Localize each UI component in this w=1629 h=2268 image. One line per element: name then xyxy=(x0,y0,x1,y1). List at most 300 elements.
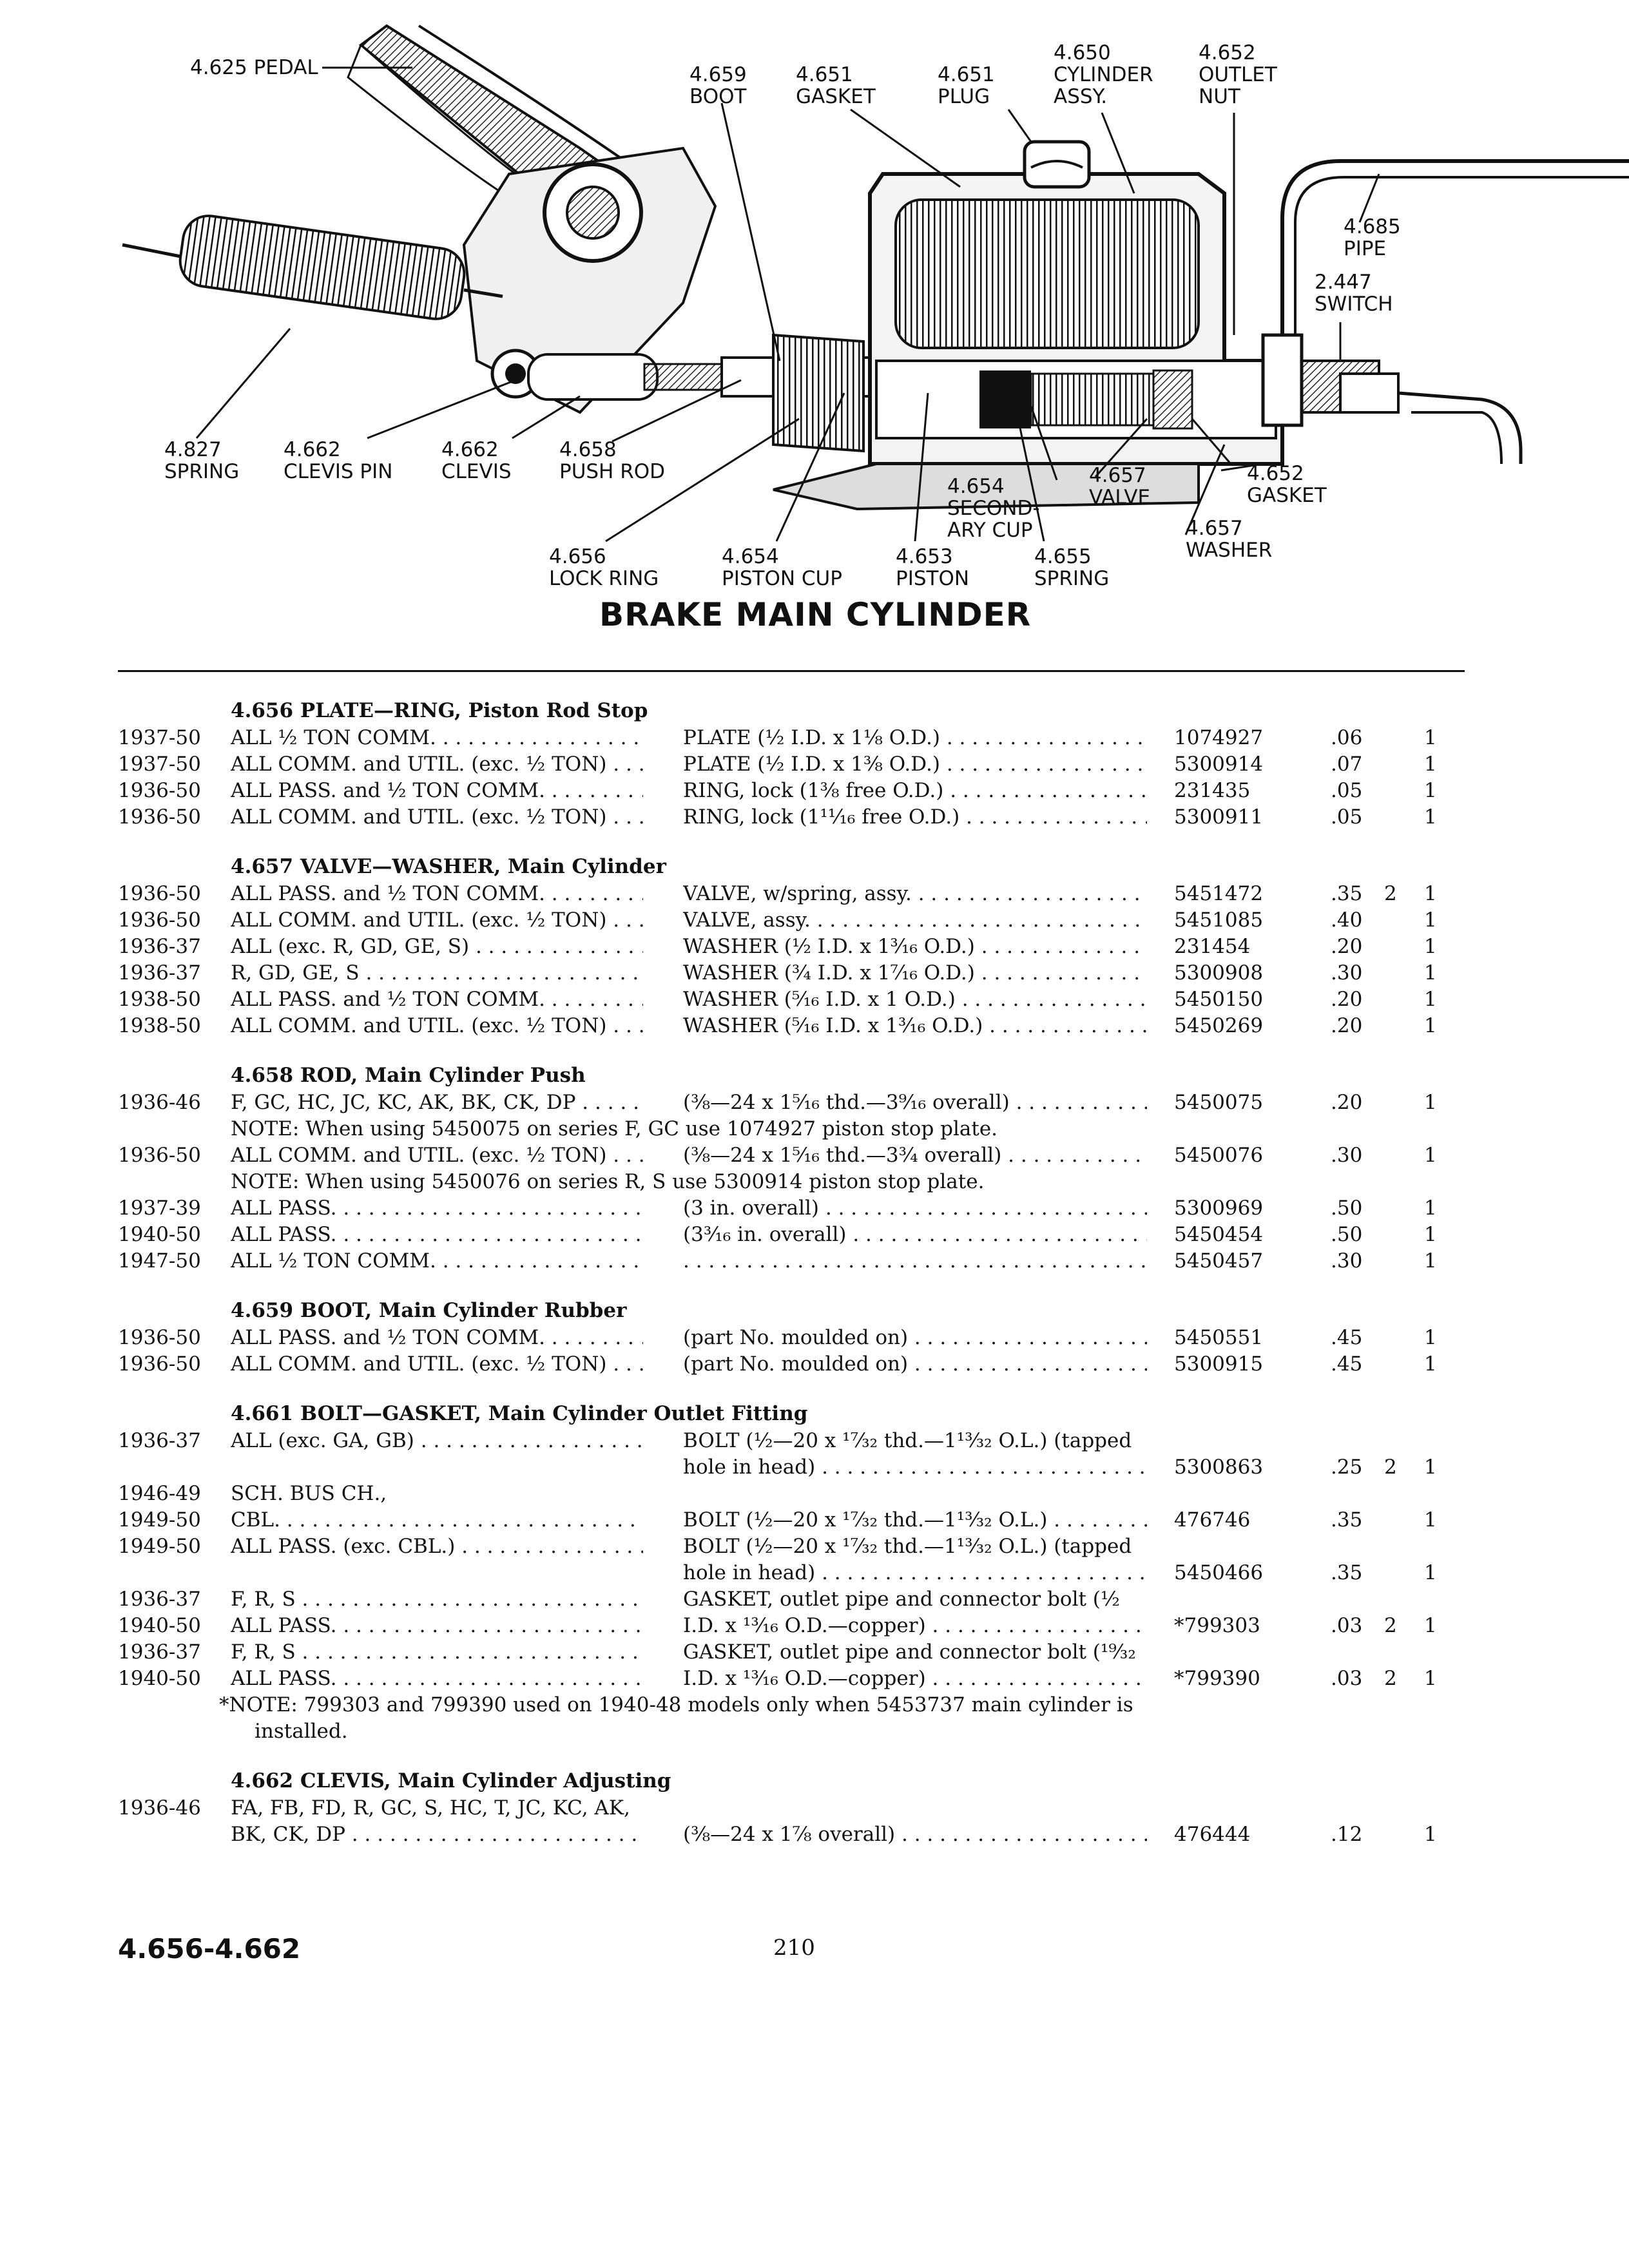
dot-leader xyxy=(296,1640,643,1664)
dot-leader xyxy=(895,1823,1147,1846)
dot-leader xyxy=(414,1429,643,1452)
description-cell xyxy=(683,1640,1147,1664)
description-cell-text: BOLT (½—20 x ¹⁷⁄₃₂ thd.—1¹³⁄₃₂ O.L.) (tapped xyxy=(683,1429,1132,1452)
callout-outlet-nut-line1: 4.652 xyxy=(1199,41,1256,64)
callout-cylinder-line2: CYLINDER xyxy=(1054,63,1153,86)
description-cell-text: GASKET, outlet pipe and connector bolt (½ xyxy=(683,1588,1120,1611)
quantity-cell: 1 xyxy=(1424,1091,1437,1114)
year-cell: 1937-50 xyxy=(118,753,201,776)
callout-push-rod-line2: PUSH ROD xyxy=(559,460,666,483)
quantity-cell: 1 xyxy=(1424,805,1437,829)
callout-valve xyxy=(1089,464,1150,509)
catalog-row xyxy=(0,1482,1629,1508)
year-cell: 1949-50 xyxy=(118,1508,201,1532)
dot-leader xyxy=(811,908,1147,932)
callout-cylinder-line3: ASSY. xyxy=(1054,85,1108,108)
part-number-cell: 5450551 xyxy=(1174,1326,1264,1349)
callout-piston xyxy=(896,545,969,590)
section-note xyxy=(0,1720,1629,1746)
dot-leader xyxy=(846,1223,1147,1246)
catalog-row xyxy=(0,908,1629,935)
model-cell-text: ALL COMM. and UTIL. (exc. ½ TON) xyxy=(231,1352,607,1376)
callout-plug-line2: PLUG xyxy=(938,85,990,108)
quantity-cell: 1 xyxy=(1424,1352,1437,1376)
part-number-cell: 231454 xyxy=(1174,935,1251,958)
description-cell xyxy=(683,935,1147,958)
year-cell: 1940-50 xyxy=(118,1667,201,1690)
callout-clevis xyxy=(441,438,512,483)
description-cell xyxy=(683,1249,1147,1273)
model-cell xyxy=(231,1014,643,1037)
description-cell xyxy=(683,1429,1147,1452)
callout-piston-cup xyxy=(722,545,842,590)
description-cell-text: RING, lock (1¹¹⁄₁₆ free O.D.) xyxy=(683,805,960,829)
callout-lock-ring-line1: 4.656 xyxy=(549,545,606,568)
return-spring xyxy=(122,213,503,322)
group-qty-cell: 2 xyxy=(1384,882,1397,905)
catalog-row xyxy=(0,1508,1629,1535)
dot-leader xyxy=(545,988,643,1011)
dot-leader xyxy=(337,1614,644,1637)
callout-piston-line1: 4.653 xyxy=(896,545,953,568)
price-cell: .30 xyxy=(1331,1249,1363,1273)
dot-leader xyxy=(815,1456,1147,1479)
price-cell: .35 xyxy=(1331,882,1363,905)
dot-leader xyxy=(545,779,643,802)
model-cell-text: F, GC, HC, JC, KC, AK, BK, CK, DP xyxy=(231,1091,576,1114)
callout-lock-ring-line2: LOCK RING xyxy=(549,567,659,590)
year-cell: 1947-50 xyxy=(118,1249,201,1273)
year-cell: 1936-46 xyxy=(118,1091,201,1114)
dot-leader xyxy=(815,1561,1147,1584)
callout-cylinder-assy xyxy=(1054,41,1153,108)
price-cell: .03 xyxy=(1331,1667,1363,1690)
catalog-row xyxy=(0,1014,1629,1041)
dot-leader xyxy=(606,805,643,829)
part-number-cell: *799303 xyxy=(1174,1614,1260,1637)
part-number-cell: 5450076 xyxy=(1174,1144,1264,1167)
catalog-row xyxy=(0,1667,1629,1693)
dot-leader xyxy=(908,1326,1147,1349)
year-cell: 1936-50 xyxy=(118,1144,201,1167)
callout-clevis-pin xyxy=(284,438,392,483)
model-cell xyxy=(231,1508,643,1532)
catalog-row xyxy=(0,1223,1629,1249)
callout-gasket2-line2: GASKET xyxy=(1247,484,1327,507)
callout-lock-ring xyxy=(549,545,659,590)
description-cell-text: BOLT (½—20 x ¹⁷⁄₃₂ thd.—1¹³⁄₃₂ O.L.) xyxy=(683,1508,1048,1532)
catalog-row xyxy=(0,1091,1629,1117)
description-cell-text: (⅜—24 x 1⁵⁄₁₆ thd.—3⁹⁄₁₆ overall) xyxy=(683,1091,1010,1114)
year-cell: 1936-37 xyxy=(118,1588,201,1611)
dot-leader xyxy=(912,882,1147,905)
model-cell-text: ALL ½ TON COMM. xyxy=(231,726,436,749)
description-cell xyxy=(683,1223,1147,1246)
model-cell xyxy=(231,1196,643,1220)
description-cell xyxy=(683,1091,1147,1114)
catalog-section xyxy=(0,1402,1629,1746)
part-number-cell: 5300915 xyxy=(1174,1352,1264,1376)
description-cell xyxy=(683,908,1147,932)
section-heading-row xyxy=(0,855,1629,882)
callout-outlet-nut xyxy=(1199,41,1278,108)
description-cell-text: BOLT (½—20 x ¹⁷⁄₃₂ thd.—1¹³⁄₃₂ O.L.) (tapped xyxy=(683,1535,1132,1558)
year-cell: 1936-50 xyxy=(118,882,201,905)
model-cell xyxy=(231,1223,643,1246)
dot-leader xyxy=(975,961,1147,985)
dot-leader xyxy=(606,1014,643,1037)
quantity-cell: 1 xyxy=(1424,1223,1437,1246)
brake-main-cylinder-diagram xyxy=(0,0,1629,657)
row-note-text: NOTE: When using 5450076 on series R, S use 5300914 piston stop plate. xyxy=(231,1170,985,1193)
model-cell xyxy=(231,1640,643,1664)
dot-leader xyxy=(296,1588,643,1611)
dot-leader xyxy=(606,753,643,776)
part-number-cell: 5300908 xyxy=(1174,961,1264,985)
model-cell-text: ALL COMM. and UTIL. (exc. ½ TON) xyxy=(231,753,607,776)
model-cell xyxy=(231,1796,643,1820)
quantity-cell: 1 xyxy=(1424,988,1437,1011)
quantity-cell: 1 xyxy=(1424,1561,1437,1584)
cylinder-body xyxy=(773,142,1282,509)
description-cell-text: (part No. moulded on) xyxy=(683,1326,909,1349)
callout-pedal xyxy=(190,56,318,79)
price-cell: .05 xyxy=(1331,805,1363,829)
year-cell: 1946-49 xyxy=(118,1482,201,1505)
model-cell xyxy=(231,1535,643,1558)
part-number-cell: 5300914 xyxy=(1174,753,1264,776)
price-cell: .35 xyxy=(1331,1561,1363,1584)
callout-pipe-line2: PIPE xyxy=(1344,237,1387,260)
year-cell: 1936-50 xyxy=(118,805,201,829)
catalog-row xyxy=(0,779,1629,805)
dot-leader xyxy=(683,1249,1147,1273)
model-cell-text: F, R, S xyxy=(231,1640,296,1664)
description-cell xyxy=(683,1588,1147,1611)
model-cell xyxy=(231,805,643,829)
dot-leader xyxy=(337,1196,644,1220)
price-cell: .03 xyxy=(1331,1614,1363,1637)
part-number-cell: 476746 xyxy=(1174,1508,1251,1532)
model-cell xyxy=(231,908,643,932)
callout-gasket-lower xyxy=(1247,462,1327,507)
model-cell xyxy=(231,961,643,985)
callout-pedal-line1: 4.625 PEDAL xyxy=(190,56,318,79)
year-cell: 1940-50 xyxy=(118,1223,201,1246)
section-heading-row xyxy=(0,1064,1629,1091)
row-note-text: NOTE: When using 5450075 on series F, GC use 1074927 piston stop plate. xyxy=(231,1117,998,1140)
model-cell xyxy=(231,1429,643,1452)
model-cell-text: ALL PASS. (exc. CBL.) xyxy=(231,1535,456,1558)
price-cell: .30 xyxy=(1331,961,1363,985)
callout-boot-line2: BOOT xyxy=(689,85,747,108)
section-heading: 4.656 PLATE—RING, Piston Rod Stop xyxy=(231,699,648,722)
callout-spring xyxy=(164,438,239,483)
year-cell: 1937-50 xyxy=(118,726,201,749)
dot-leader xyxy=(436,726,643,749)
model-cell xyxy=(231,988,643,1011)
description-cell-text: (part No. moulded on) xyxy=(683,1352,909,1376)
price-cell: .40 xyxy=(1331,908,1363,932)
year-cell: 1949-50 xyxy=(118,1535,201,1558)
callout-gasket2-line1: 4.652 xyxy=(1247,462,1304,485)
catalog-row xyxy=(0,1823,1629,1849)
quantity-cell: 1 xyxy=(1424,908,1437,932)
dot-leader xyxy=(436,1249,643,1273)
catalog-section xyxy=(0,1064,1629,1276)
description-cell-text: (⅜—24 x 1⅞ overall) xyxy=(683,1823,896,1846)
description-cell xyxy=(683,1508,1147,1532)
part-number-cell: 5451085 xyxy=(1174,908,1264,932)
description-cell-text: I.D. x ¹³⁄₁₆ O.D.—copper) xyxy=(683,1667,926,1690)
description-cell-text: PLATE (½ I.D. x 1⅜ O.D.) xyxy=(683,753,940,776)
model-cell-text: ALL COMM. and UTIL. (exc. ½ TON) xyxy=(231,908,607,932)
price-cell: .35 xyxy=(1331,1508,1363,1532)
callout-outlet-nut-line3: NUT xyxy=(1199,85,1240,108)
model-cell xyxy=(231,779,643,802)
model-cell-text: ALL PASS. and ½ TON COMM. xyxy=(231,1326,545,1349)
callout-push-rod-line1: 4.658 xyxy=(559,438,617,461)
price-cell: .20 xyxy=(1331,1091,1363,1114)
dot-leader xyxy=(455,1535,643,1558)
dot-leader xyxy=(545,1326,643,1349)
model-cell-text: BK, CK, DP xyxy=(231,1823,345,1846)
description-cell-text: VALVE, w/spring, assy. xyxy=(683,882,912,905)
price-cell: .06 xyxy=(1331,726,1363,749)
description-cell xyxy=(683,1456,1147,1479)
model-cell-text: ALL COMM. and UTIL. (exc. ½ TON) xyxy=(231,1014,607,1037)
divider-rule xyxy=(118,670,1465,672)
catalog-row xyxy=(0,1326,1629,1352)
callout-spring-cylinder xyxy=(1034,545,1109,590)
model-cell-text: ALL PASS. and ½ TON COMM. xyxy=(231,882,545,905)
price-cell: .20 xyxy=(1331,935,1363,958)
year-cell: 1937-39 xyxy=(118,1196,201,1220)
dot-leader xyxy=(337,1667,644,1690)
part-number-cell: 5450466 xyxy=(1174,1561,1264,1584)
callout-push-rod xyxy=(559,438,665,483)
model-cell xyxy=(231,726,643,749)
model-cell-text: ALL (exc. R, GD, GE, S) xyxy=(231,935,470,958)
description-cell xyxy=(683,1614,1147,1637)
dot-leader xyxy=(943,779,1147,802)
dot-leader xyxy=(983,1014,1147,1037)
model-cell xyxy=(231,1823,643,1846)
section-heading-row xyxy=(0,1402,1629,1429)
part-number-cell: 1074927 xyxy=(1174,726,1264,749)
dot-leader xyxy=(956,988,1147,1011)
callout-secondary-cup-line1: 4.654 xyxy=(947,475,1005,498)
group-qty-cell: 2 xyxy=(1384,1614,1397,1637)
price-cell: .12 xyxy=(1331,1823,1363,1846)
quantity-cell: 1 xyxy=(1424,1144,1437,1167)
dot-leader xyxy=(819,1196,1147,1220)
year-cell: 1936-50 xyxy=(118,908,201,932)
catalog-section xyxy=(0,855,1629,1041)
callout-gasket-line1: 4.651 xyxy=(796,63,853,86)
quantity-cell: 1 xyxy=(1424,1823,1437,1846)
row-note xyxy=(0,1117,1629,1144)
catalog-row xyxy=(0,935,1629,961)
description-cell-text: (3³⁄₁₆ in. overall) xyxy=(683,1223,847,1246)
callout-piston-cup-line2: PISTON CUP xyxy=(722,567,842,590)
callout-spring-line1: 4.827 xyxy=(164,438,222,461)
price-cell: .05 xyxy=(1331,779,1363,802)
dot-leader xyxy=(1010,1091,1147,1114)
description-cell-text: RING, lock (1⅜ free O.D.) xyxy=(683,779,944,802)
section-note xyxy=(0,1693,1629,1720)
catalog-row xyxy=(0,753,1629,779)
dot-leader xyxy=(926,1667,1147,1690)
callout-spring-line2: SPRING xyxy=(164,460,240,483)
price-cell: .20 xyxy=(1331,1014,1363,1037)
callout-secondary-cup-line3: ARY CUP xyxy=(947,519,1033,542)
catalog-row xyxy=(0,1249,1629,1276)
page-number: 210 xyxy=(773,1935,815,1961)
callout-boot xyxy=(689,63,747,108)
model-cell-text: ALL PASS. xyxy=(231,1196,337,1220)
callout-plug-line1: 4.651 xyxy=(938,63,995,86)
figure-title: BRAKE MAIN CYLINDER xyxy=(599,596,1032,633)
callout-valve-line1: 4.657 xyxy=(1089,464,1146,487)
model-cell xyxy=(231,753,643,776)
dot-leader xyxy=(606,1144,643,1167)
quantity-cell: 1 xyxy=(1424,1014,1437,1037)
group-qty-cell: 2 xyxy=(1384,1667,1397,1690)
catalog-row xyxy=(0,1640,1629,1667)
description-cell-text: WASHER (⁵⁄₁₆ I.D. x 1 O.D.) xyxy=(683,988,956,1011)
year-cell: 1936-37 xyxy=(118,961,201,985)
callout-clevis-pin-line1: 4.662 xyxy=(284,438,341,461)
callout-gasket-line2: GASKET xyxy=(796,85,876,108)
year-cell: 1936-37 xyxy=(118,1429,201,1452)
model-cell-text: ALL PASS. xyxy=(231,1667,337,1690)
model-cell-text: ALL COMM. and UTIL. (exc. ½ TON) xyxy=(231,805,607,829)
catalog-section xyxy=(0,1299,1629,1379)
model-cell-text: FA, FB, FD, R, GC, S, HC, T, JC, KC, AK, xyxy=(231,1796,630,1820)
model-cell-text: ALL COMM. and UTIL. (exc. ½ TON) xyxy=(231,1144,607,1167)
part-number-cell: 5450457 xyxy=(1174,1249,1264,1273)
catalog-row xyxy=(0,726,1629,753)
callout-spring2-line2: SPRING xyxy=(1034,567,1110,590)
description-cell xyxy=(683,961,1147,985)
part-number-cell: 5450454 xyxy=(1174,1223,1264,1246)
callout-pipe-line1: 4.685 xyxy=(1344,215,1401,238)
description-cell xyxy=(683,726,1147,749)
catalog-section xyxy=(0,1769,1629,1849)
year-cell: 1936-46 xyxy=(118,1796,201,1820)
model-cell xyxy=(231,882,643,905)
section-heading-row xyxy=(0,699,1629,726)
catalog-row xyxy=(0,1429,1629,1456)
year-cell: 1936-50 xyxy=(118,1352,201,1376)
description-cell xyxy=(683,1535,1147,1558)
callout-clevis-pin-line2: CLEVIS PIN xyxy=(284,460,393,483)
description-cell xyxy=(683,1561,1147,1584)
section-heading: 4.662 CLEVIS, Main Cylinder Adjusting xyxy=(231,1769,671,1792)
part-number-cell: 5300911 xyxy=(1174,805,1264,829)
row-note xyxy=(0,1170,1629,1196)
model-cell-text: F, R, S xyxy=(231,1588,296,1611)
model-cell-text: CBL. xyxy=(231,1508,280,1532)
description-cell xyxy=(683,1352,1147,1376)
quantity-cell: 1 xyxy=(1424,1326,1437,1349)
model-cell-text: ALL (exc. GA, GB) xyxy=(231,1429,414,1452)
description-cell-text: GASKET, outlet pipe and connector bolt (¹⁹⁄₃₂ xyxy=(683,1640,1136,1664)
parts-catalog xyxy=(0,699,1629,1872)
catalog-row xyxy=(0,882,1629,908)
model-cell xyxy=(231,935,643,958)
catalog-row xyxy=(0,1456,1629,1482)
dot-leader xyxy=(908,1352,1147,1376)
quantity-cell: 1 xyxy=(1424,935,1437,958)
model-cell xyxy=(231,1091,643,1114)
quantity-cell: 1 xyxy=(1424,1667,1437,1690)
callout-plug xyxy=(938,63,995,108)
price-cell: .50 xyxy=(1331,1223,1363,1246)
catalog-row xyxy=(0,1561,1629,1588)
callout-piston-line2: PISTON xyxy=(896,567,970,590)
description-cell xyxy=(683,805,1147,829)
dot-leader xyxy=(940,726,1147,749)
quantity-cell: 1 xyxy=(1424,1249,1437,1273)
model-cell xyxy=(231,1352,643,1376)
dot-leader xyxy=(575,1091,643,1114)
description-cell-text: (3 in. overall) xyxy=(683,1196,820,1220)
section-heading: 4.657 VALVE—WASHER, Main Cylinder xyxy=(231,855,666,878)
description-cell-text: WASHER (⁵⁄₁₆ I.D. x 1³⁄₁₆ O.D.) xyxy=(683,1014,983,1037)
callout-secondary-cup-line2: SECOND- xyxy=(947,497,1040,520)
dot-leader xyxy=(959,805,1147,829)
model-cell-text: SCH. BUS CH., xyxy=(231,1482,387,1505)
part-number-cell: 5300863 xyxy=(1174,1456,1264,1479)
dot-leader xyxy=(606,1352,643,1376)
section-note-text: *NOTE: 799303 and 799390 used on 1940-48 models only when 5453737 main cylinder is xyxy=(219,1693,1133,1716)
model-cell xyxy=(231,1588,643,1611)
year-cell: 1940-50 xyxy=(118,1614,201,1637)
callout-switch-line2: SWITCH xyxy=(1315,293,1393,316)
model-cell xyxy=(231,1614,643,1637)
catalog-row xyxy=(0,805,1629,832)
description-cell-text: WASHER (½ I.D. x 1³⁄₁₆ O.D.) xyxy=(683,935,975,958)
catalog-row xyxy=(0,988,1629,1014)
catalog-row xyxy=(0,1144,1629,1170)
callout-cylinder-line1: 4.650 xyxy=(1054,41,1111,64)
catalog-row xyxy=(0,1796,1629,1823)
year-cell: 1936-37 xyxy=(118,935,201,958)
description-cell xyxy=(683,882,1147,905)
quantity-cell: 1 xyxy=(1424,1196,1437,1220)
callout-clevis-line1: 4.662 xyxy=(441,438,499,461)
year-cell: 1936-50 xyxy=(118,779,201,802)
catalog-row xyxy=(0,961,1629,988)
price-cell: .50 xyxy=(1331,1196,1363,1220)
part-number-cell: 5300969 xyxy=(1174,1196,1264,1220)
quantity-cell: 1 xyxy=(1424,726,1437,749)
price-cell: .45 xyxy=(1331,1352,1363,1376)
model-cell-text: ALL PASS. and ½ TON COMM. xyxy=(231,988,545,1011)
catalog-row xyxy=(0,1588,1629,1614)
callout-boot-line1: 4.659 xyxy=(689,63,747,86)
dot-leader xyxy=(1047,1508,1147,1532)
callout-outlet-nut-line2: OUTLET xyxy=(1199,63,1277,86)
description-cell xyxy=(683,988,1147,1011)
model-cell-text: R, GD, GE, S xyxy=(231,961,360,985)
model-cell xyxy=(231,1249,643,1273)
model-cell-text: ALL PASS. and ½ TON COMM. xyxy=(231,779,545,802)
quantity-cell: 1 xyxy=(1424,882,1437,905)
section-heading: 4.659 BOOT, Main Cylinder Rubber xyxy=(231,1299,627,1322)
